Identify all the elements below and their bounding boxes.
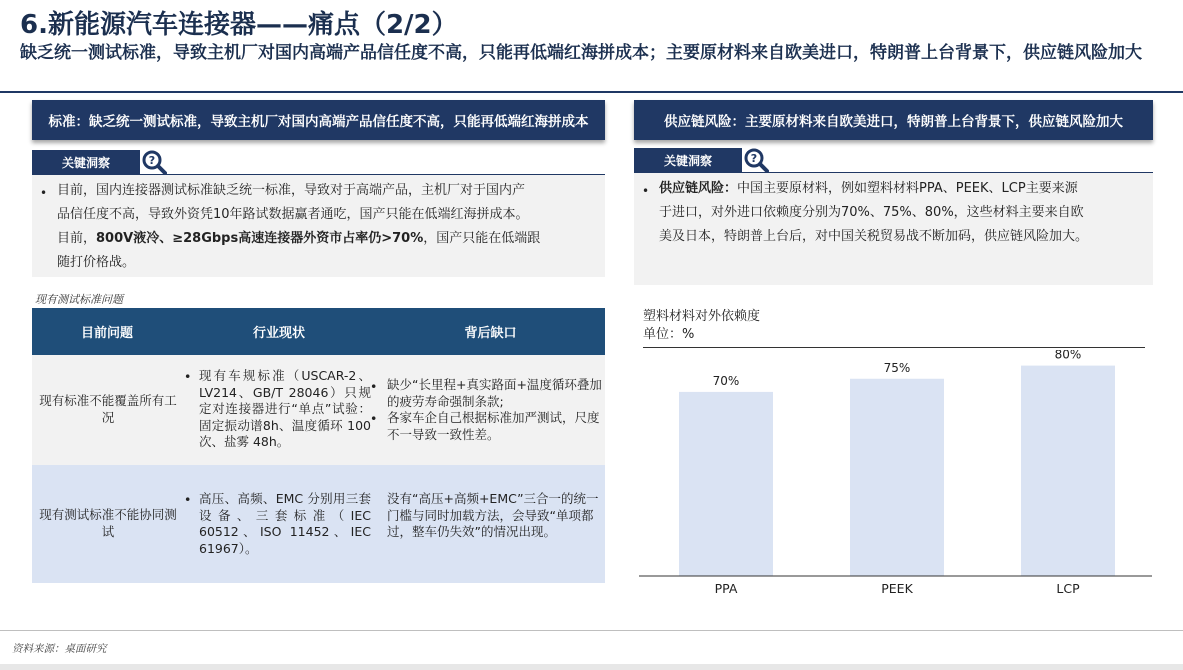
table-label: 现有测试标准问题	[35, 293, 123, 306]
right-insight-highlight: 供应链风险：	[659, 181, 738, 196]
table-cell-problem: 现有测试标准不能协同测试	[39, 507, 177, 539]
table-row	[32, 465, 605, 583]
bullet-icon: •	[370, 379, 378, 394]
left-insight-box	[32, 175, 605, 277]
left-insight-line2: 品信任度不高，导致外资凭10年路试数据赢者通吃，国产只能在低端红海拼成本。	[57, 207, 529, 222]
table-cell-status: 现有车规标准（USCAR-2、LV214、GB/T 28046）只规定对连接器进行“单点”试验：固定振动谱8h、温度循环 100 次、盐雾 48h。	[199, 368, 371, 449]
table-cell-gap: 没有“高压+高频+EMC”三合一的统一门槛与同时加载方法，会导致“单项都过，整车仍失效”的情况出现。	[387, 491, 599, 539]
left-insight-line3-pre: 目前，	[57, 231, 97, 246]
bar-ppa	[679, 392, 773, 576]
bullet-icon: •	[184, 369, 192, 384]
table-cell-gap-item1: 缺少“长里程+真实路面+温度循环叠加的疲劳寿命强制条款;	[387, 377, 602, 409]
right-insight-line2: 于进口，对外进口依赖度分别为70%、75%、80%，这些材料主要来自欧	[659, 205, 1084, 220]
table-header	[32, 308, 605, 355]
right-banner: 供应链风险：主要原材料来自欧美进口，特朗普上台背景下，供应链风险加大	[634, 100, 1153, 140]
bullet-icon: •	[370, 411, 378, 426]
bar-value-label: 80%	[1054, 350, 1082, 362]
magnifier-icon	[743, 147, 769, 173]
chart-title: 塑料材料对外依赖度	[643, 309, 761, 324]
table-cell-gap	[387, 377, 605, 443]
bar-peek	[850, 379, 944, 576]
x-tick-label: PEEK	[881, 581, 913, 596]
bar-lcp	[1021, 366, 1115, 576]
left-insight-line4: 随打价格战。	[57, 255, 136, 270]
left-insight-line1: 目前，国内连接器测试标准缺乏统一标准，导致对于高端产品，主机厂对于国内产	[57, 183, 526, 198]
left-insight-line3	[57, 227, 605, 251]
bullet-icon: •	[642, 184, 650, 198]
table-header-gap: 背后缺口	[464, 326, 517, 341]
table-cell-status: 高压、高频、EMC 分别用三套设备、三套标准（IEC 60512、ISO 11452、IEC 61967）。	[199, 491, 371, 556]
table-row	[32, 355, 605, 465]
table-cell-gap-item2: 各家车企自己根据标准加严测试，尺度不一导致一致性差。	[387, 410, 600, 442]
left-insight-highlight: 800V液冷、≥28Gbps高速连接器外资市占率仍>70%	[96, 231, 424, 246]
page-title: 6.新能源汽车连接器——痛点（2/2）	[20, 10, 458, 40]
right-insight-line1-text: 中国主要原材料，例如塑料材料PPA、PEEK、LCP主要来源	[737, 181, 1078, 196]
dependency-bar-chart	[634, 350, 1159, 600]
page-subtitle: 缺乏统一测试标准，导致主机厂对国内高端产品信任度不高，只能再低端红海拼成本；主要原材料来自欧美进口，特朗普上台背景下，供应链风险加大	[20, 43, 1142, 63]
source-note: 资料来源：桌面研究	[12, 643, 107, 655]
right-insight-label: 关键洞察	[634, 148, 742, 172]
source-divider	[0, 630, 1183, 631]
right-insight-box	[634, 173, 1153, 285]
bar-value-label: 70%	[712, 373, 740, 388]
table-header-problem: 目前问题	[80, 326, 133, 341]
table-cell-problem: 现有标准不能覆盖所有工况	[39, 393, 177, 425]
table-header-status: 行业现状	[252, 326, 305, 341]
x-tick-label: PPA	[714, 581, 738, 596]
magnifier-icon	[141, 149, 167, 175]
right-insight-line3: 美及日本，特朗普上台后，对中国关税贸易战不断加码，供应链风险加大。	[659, 229, 1089, 244]
svg-text:?: ?	[750, 152, 758, 165]
bullet-icon: •	[184, 492, 192, 507]
bullet-icon: •	[40, 186, 48, 200]
bar-value-label: 75%	[883, 360, 911, 375]
svg-text:?: ?	[148, 154, 156, 167]
x-tick-label: LCP	[1056, 581, 1080, 596]
left-banner: 标准：缺乏统一测试标准，导致主机厂对国内高端产品信任度不高，只能再低端红海拼成本	[32, 100, 605, 140]
left-insight-line3-post: ，国产只能在低端跟	[423, 231, 541, 246]
chart-title-rule	[643, 347, 1145, 348]
left-insight-label: 关键洞察	[32, 150, 140, 174]
title-divider	[0, 91, 1183, 93]
chart-unit: 单位：%	[643, 327, 695, 342]
footer-band	[0, 664, 1183, 670]
right-insight-line1	[659, 177, 1153, 201]
